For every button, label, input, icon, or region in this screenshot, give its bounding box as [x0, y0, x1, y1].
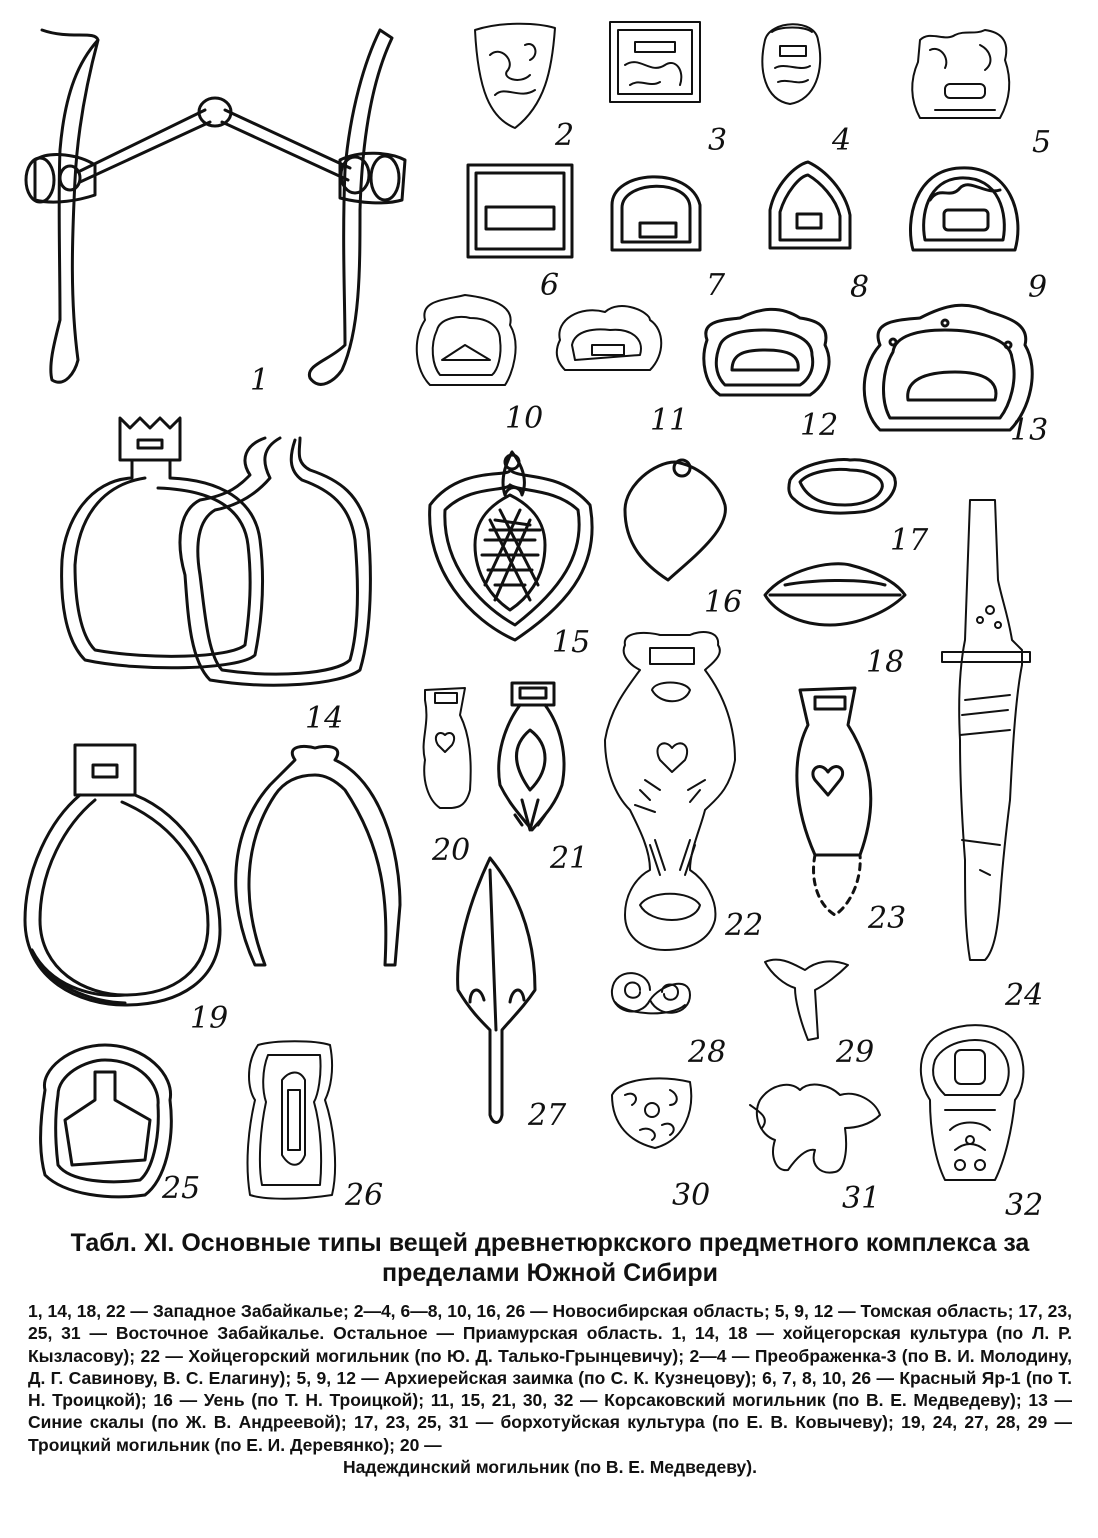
figure-18-lens-plaque [765, 564, 905, 625]
figure-number-3: 3 [708, 123, 728, 158]
figure-2-shield-plaque [475, 24, 555, 128]
figure-12-scalloped-buckle [704, 309, 829, 395]
figure-27-arrowhead [458, 858, 535, 1123]
figure-number-29: 29 [836, 1035, 875, 1070]
figure-number-28: 28 [688, 1035, 727, 1070]
table-caption [30, 1228, 1070, 1288]
figure-legend [28, 1300, 1072, 1478]
figure-14-stirrup-pair [62, 418, 371, 685]
figure-number-23: 23 [868, 901, 907, 936]
figure-number-16: 16 [704, 585, 743, 620]
figure-number-1: 1 [250, 363, 270, 398]
figure-number-22: 22 [725, 908, 764, 943]
legend-last-line: Надеждинский могильник (по В. Е. Медведеву). [343, 1457, 757, 1478]
figure-8-pointed-buckle [770, 162, 850, 248]
figure-number-20: 20 [432, 833, 471, 868]
figure-number-7: 7 [706, 268, 726, 303]
figure-number-11: 11 [650, 403, 689, 438]
figure-11-scalloped-buckle [557, 306, 662, 370]
figure-25-buckle [40, 1045, 171, 1197]
figure-3-square-plaque [610, 22, 700, 102]
figure-number-9: 9 [1028, 270, 1048, 305]
figure-numbers [161, 118, 1051, 1223]
figure-23-heart-belt-plaque [797, 688, 871, 915]
figure-19-stirrup-pair [25, 745, 400, 1005]
figure-number-27: 27 [528, 1098, 567, 1133]
figure-number-24: 24 [1005, 978, 1044, 1013]
figure-20-heart-strap-end [424, 688, 471, 808]
figure-number-26: 26 [345, 1178, 384, 1213]
figure-15-heart-pendant [430, 452, 593, 640]
figure-21-openwork-strap-end [499, 683, 564, 830]
figure-number-15: 15 [552, 625, 591, 660]
figure-number-32: 32 [1005, 1188, 1044, 1223]
figure-22-ornate-belt-plaque [605, 632, 735, 950]
figure-4-oval-plaque [762, 24, 820, 104]
figure-26-buckle [248, 1041, 336, 1199]
figure-number-6: 6 [540, 268, 560, 303]
figure-10-scalloped-buckle [417, 295, 516, 385]
caption-line-2: пределами Южной Сибири [381, 1259, 718, 1287]
figure-number-14: 14 [305, 701, 344, 736]
figure-30-openwork-plaque [612, 1078, 691, 1148]
figure-29-trefoil-fitting [765, 960, 848, 1040]
figure-13-large-scalloped-buckle [864, 305, 1032, 430]
figure-1-bridle-bit [26, 30, 405, 384]
figure-32-ornate-buckle [921, 1025, 1024, 1180]
figure-5-lion-plaque [912, 30, 1009, 118]
figure-number-4: 4 [832, 123, 852, 158]
figure-number-12: 12 [800, 408, 839, 443]
caption-line-1: Табл. XI. Основные типы вещей древнетюркского предметного комплекса за [70, 1229, 1030, 1257]
figure-number-13: 13 [1010, 413, 1049, 448]
figure-17-oval-plaque [789, 460, 896, 514]
figure-31-fitting [750, 1085, 880, 1173]
figure-28-double-spiral [612, 973, 690, 1013]
figure-6-rectangular-buckle [468, 165, 572, 257]
figure-number-10: 10 [505, 401, 544, 436]
figure-number-17: 17 [890, 523, 929, 558]
figure-number-30: 30 [672, 1178, 711, 1213]
figure-9-ornate-buckle [910, 168, 1017, 250]
figure-number-25: 25 [162, 1171, 201, 1206]
figure-number-21: 21 [550, 841, 589, 876]
figure-7-arched-buckle [612, 177, 700, 250]
figure-number-31: 31 [842, 1181, 881, 1216]
figure-number-2: 2 [555, 118, 575, 153]
figure-16-leaf-pendant [625, 460, 725, 580]
figure-number-18: 18 [866, 645, 905, 680]
legend-text: 1, 14, 18, 22 — Западное Забайкалье; 2—4, 6—8, 10, 16, 26 — Новосибирская область; 5, 9, 12 — Томская область; 17, 23, 25, 31 — Восточное Забайкалье. Остальное — Приамурская область. 1, 14, 18 — хойцегорская культура (по Л. Р. Кызласову); 22 — Хойцегорский могильник (по Ю. Д. Талько-Грынцевичу); 2—4 — Преображенка-3 (по В. И. Молодину, Д. Г. Савинову, В. С. Елагину); 5, 9, 12 — Архиерейская заимка (по С. К. Кузнецову); 6, 7, 8, 10, 26 — Красный Яр-1 (по Т. Н. Троицкой); 16 — Уень (по Т. Н. Троицкой); 11, 15, 21, 30, 32 — Корсаковский могильник (по В. Е. Медведеву); 13 — Синие скалы (по Ж. В. Андреевой); 17, 23, 25, 31 — борхотуйская культура (по Е. В. Ковычеву); 19, 24, 27, 28, 29 — Троицкий могильник (по Е. И. Деревянко); 20 — [28, 1301, 1072, 1455]
figure-number-8: 8 [850, 270, 870, 305]
figure-number-5: 5 [1032, 125, 1052, 160]
figure-number-19: 19 [190, 1001, 229, 1036]
figure-24-dagger [942, 500, 1030, 960]
